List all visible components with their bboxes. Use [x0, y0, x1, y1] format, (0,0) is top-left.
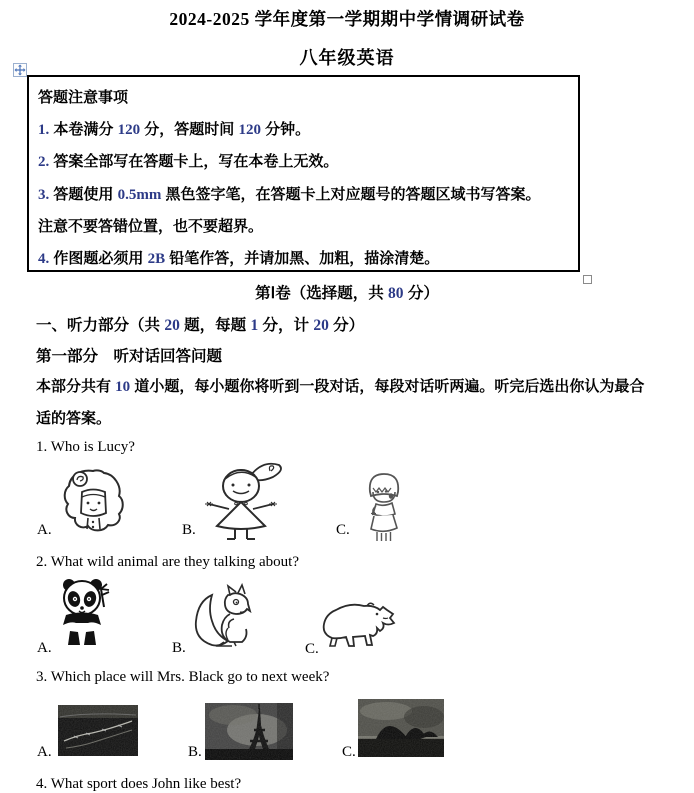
- option-label: B.: [188, 744, 202, 760]
- notice-line: 1. 本卷满分 120 分，答题时间 120 分钟。: [38, 120, 311, 138]
- notice-line: 4. 作图题必须用 2B 铅笔作答，并请加黑、加粗，描涂清楚。: [38, 249, 440, 267]
- girl-with-curly-hair-drawing: [60, 466, 126, 537]
- option-label: B.: [172, 640, 186, 656]
- girl-with-ponytail-dress-drawing: [203, 462, 287, 541]
- question-text: 1. Who is Lucy?: [36, 439, 135, 455]
- notice-box: [27, 75, 580, 272]
- great-wall-photo: [58, 705, 138, 756]
- bear-drawing: [320, 598, 396, 650]
- panda-drawing: [60, 577, 110, 648]
- notice-heading: 答题注意事项: [38, 89, 129, 106]
- volume-heading: 第Ⅰ卷（选择题，共 80 分）: [255, 285, 439, 302]
- sydney-opera-house-photo: [358, 699, 444, 757]
- question-text: 4. What sport does John like best?: [36, 776, 242, 792]
- notice-line: 注意不要答错位置，也不要超界。: [38, 218, 264, 236]
- page-title: 2024-2025 学年度第一学期期中学情调研试卷: [169, 9, 525, 29]
- notice-line: 2. 答案全部写在答题卡上，写在本卷上无效。: [38, 153, 339, 171]
- notice-line: 3. 答题使用 0.5mm 黑色签字笔，在答题卡上对应题号的答题区域书写答案。: [38, 185, 541, 203]
- option-label: B.: [182, 522, 196, 538]
- eiffel-tower-photo: [205, 703, 293, 760]
- option-label: C.: [336, 522, 350, 538]
- option-label: C.: [342, 744, 356, 760]
- paper-subtitle: 八年级英语: [299, 48, 395, 68]
- girl-with-short-hair-drawing: [364, 470, 404, 542]
- squirrel-drawing: [190, 583, 252, 650]
- option-label: A.: [37, 744, 52, 760]
- option-label: A.: [37, 522, 52, 538]
- instructions-line: 本部分共有 10 道小题，每小题你将听到一段对话，每段对话听两遍。听完后选出你认为最合: [36, 378, 645, 395]
- listening-section-heading: 一、听力部分（共 20 题，每题 1 分，计 20 分）: [36, 317, 365, 334]
- question-text: 3. Which place will Mrs. Black go to next week?: [36, 669, 330, 685]
- move-handle-icon[interactable]: [13, 63, 27, 77]
- question-text: 2. What wild animal are they talking about?: [36, 554, 299, 570]
- instructions-line: 适的答案。: [36, 410, 112, 427]
- option-label: A.: [37, 640, 52, 656]
- option-label: C.: [305, 641, 319, 657]
- part-heading: 第一部分 听对话回答问题: [36, 348, 223, 365]
